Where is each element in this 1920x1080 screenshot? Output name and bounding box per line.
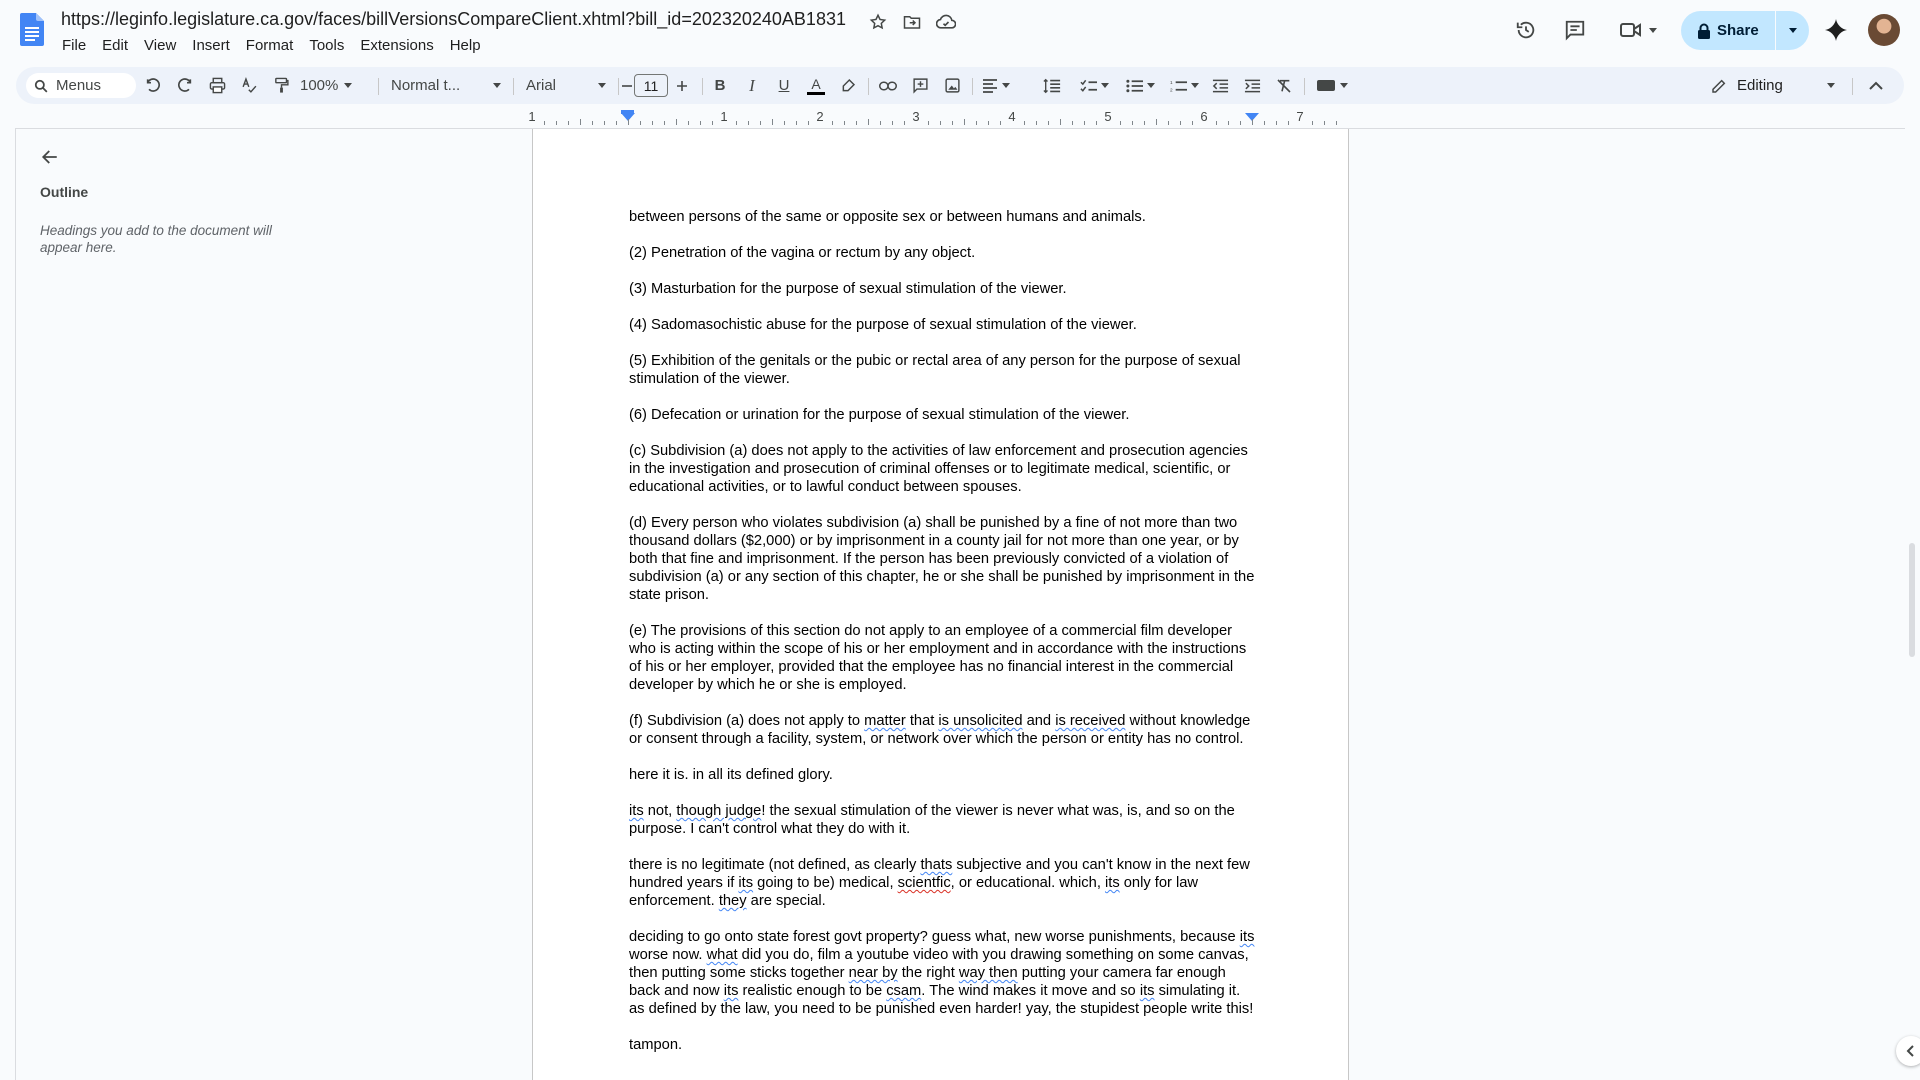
- menu-bar: [54, 35, 489, 56]
- menus-search[interactable]: [26, 73, 136, 98]
- ruler-tick: [1156, 119, 1157, 125]
- pencil-icon: [1711, 78, 1727, 94]
- ruler-tick: [1216, 121, 1217, 125]
- input-tools-icon[interactable]: [1312, 67, 1352, 104]
- ruler-tick: [1036, 121, 1037, 125]
- share-label: Share: [1717, 22, 1759, 39]
- ruler-tick: [748, 121, 749, 125]
- zoom-dropdown[interactable]: [294, 67, 372, 104]
- grammar-suggestion[interactable]: its: [1239, 929, 1255, 945]
- gemini-icon[interactable]: [1820, 14, 1852, 46]
- ruler-tick: [1336, 121, 1337, 125]
- ruler-tick: [544, 121, 545, 125]
- ruler-tick: [1276, 121, 1277, 125]
- text-color-icon[interactable]: A: [804, 67, 828, 104]
- ruler-tick: [616, 121, 617, 125]
- ruler-tick: [808, 121, 809, 125]
- menus-search-label: Menus: [56, 77, 102, 94]
- ruler-tick: [1168, 121, 1169, 125]
- horizontal-ruler[interactable]: [528, 107, 1348, 127]
- ruler-label: 2: [816, 109, 824, 124]
- paragraph[interactable]: (6) Defecation or urination for the purpose of sexual stimulation of the viewer.: [629, 407, 1130, 423]
- ruler-tick: [760, 121, 761, 125]
- paragraph[interactable]: (2) Penetration of the vagina or rectum by any object.: [629, 245, 976, 261]
- decrease-indent-icon[interactable]: [1208, 67, 1232, 104]
- move-folder-icon[interactable]: [900, 12, 924, 32]
- ruler-tick: [784, 121, 785, 125]
- cloud-saved-icon[interactable]: [934, 12, 958, 32]
- ruler-tick: [1312, 121, 1313, 125]
- ruler-tick: [1288, 121, 1289, 125]
- underline-icon[interactable]: U: [778, 77, 790, 94]
- ruler-tick: [676, 119, 677, 125]
- checklist-icon[interactable]: [1076, 67, 1112, 104]
- paragraph-style-dropdown[interactable]: [381, 67, 509, 104]
- ruler-tick: [844, 121, 845, 125]
- grammar-suggestion[interactable]: way then: [958, 965, 1018, 981]
- ruler-tick: [556, 121, 557, 125]
- user-avatar[interactable]: [1868, 14, 1900, 46]
- side-panel-chevron-left-icon[interactable]: [1896, 1036, 1920, 1066]
- paragraph[interactable]: (d) Every person who violates subdivision (a) shall be punished by a fine of not more than two thousand dollars ($2,000) or by imprisonment in a county jail for not more than one year, or by both that fine and imprisonment. If the person has been previously convicted of a violation of subdivision (a) or any section of this chapter, he or she shall be punished by imprisonment in the state prison.: [629, 515, 1255, 603]
- paragraph[interactable]: deciding to go onto state forest govt property? guess what, new worse punishments, because its worse now. what did you do, film a youtube video with you drawing something on some canvas, then putting some sticks together near by the right way then putting your camera far enough back and now its realistic enough to be csam. The wind makes it move and so its simulating it. as defined by the law, you need to be punished even harder! yay, the stupidest people write this!: [629, 929, 1255, 1017]
- close-outline-back-icon[interactable]: [38, 145, 62, 169]
- ruler-tick: [1000, 121, 1001, 125]
- bold-icon[interactable]: B: [714, 77, 726, 94]
- line-spacing-icon[interactable]: [1040, 67, 1064, 104]
- highlight-color-icon[interactable]: [836, 67, 860, 104]
- font-value: Arial: [526, 77, 557, 94]
- ruler-label: 7: [1296, 109, 1304, 124]
- paragraph-style-value: Normal t...: [391, 77, 461, 94]
- menu-view[interactable]: View: [144, 37, 177, 54]
- grammar-suggestion[interactable]: is unsolicited: [938, 713, 1023, 729]
- ruler-tick: [1024, 121, 1025, 125]
- ruler-tick: [868, 119, 869, 125]
- ruler-tick: [604, 121, 605, 125]
- increase-indent-icon[interactable]: [1240, 67, 1264, 104]
- print-icon[interactable]: [205, 67, 229, 104]
- grammar-suggestion[interactable]: its: [723, 983, 739, 999]
- spelling-error[interactable]: scientfic: [897, 875, 951, 891]
- paragraph[interactable]: here it is. in all its defined glory.: [629, 767, 833, 783]
- chevron-down-icon: [1827, 83, 1835, 88]
- meet-icon[interactable]: [1614, 14, 1662, 46]
- ruler-label: 1: [720, 109, 728, 124]
- svg-text:2: 2: [1169, 88, 1173, 93]
- paragraph[interactable]: (c) Subdivision (a) does not apply to the activities of law enforcement and prosecution agencies in the investigation and prosecution of criminal offenses or to legitimate medical, scientific, or educational activities, or to lawful conduct between spouses.: [629, 443, 1248, 495]
- chevron-down-icon: [344, 83, 352, 88]
- font-dropdown[interactable]: [516, 67, 614, 104]
- paragraph[interactable]: between persons of the same or opposite sex or between humans and animals.: [629, 209, 1146, 225]
- paragraph[interactable]: (f) Subdivision (a) does not apply to matter that is unsolicited and is received without knowledge or consent through a facility, system, or network over which the person or entity has no control.: [629, 713, 1251, 747]
- ruler-tick: [1180, 121, 1181, 125]
- ruler-tick: [1240, 121, 1241, 125]
- version-history-icon[interactable]: [1510, 14, 1542, 46]
- paint-format-icon[interactable]: [269, 67, 293, 104]
- ruler-tick: [1228, 121, 1229, 125]
- document-page[interactable]: [532, 129, 1349, 1080]
- ruler-tick: [628, 119, 629, 125]
- grammar-suggestion[interactable]: its: [1104, 875, 1120, 891]
- menu-tools[interactable]: Tools: [309, 37, 345, 54]
- ruler-tick: [928, 121, 929, 125]
- redo-icon[interactable]: [173, 67, 197, 104]
- increase-font-size-icon[interactable]: [672, 67, 692, 104]
- ruler-label: 1: [528, 109, 536, 124]
- ruler-tick: [712, 121, 713, 125]
- svg-text:1: 1: [1169, 80, 1173, 86]
- ruler-tick: [1096, 121, 1097, 125]
- ruler-tick: [1072, 121, 1073, 125]
- document-title[interactable]: https://leginfo.legislature.ca.gov/faces/billVersionsCompareClient.xhtml?bill_id=202320240AB1831: [61, 9, 846, 29]
- toolbar: [16, 67, 1904, 104]
- grammar-suggestion[interactable]: its: [629, 803, 644, 819]
- ruler-tick: [1252, 119, 1253, 125]
- spellcheck-icon[interactable]: [237, 67, 261, 104]
- zoom-value: 100%: [300, 77, 339, 94]
- ruler-tick: [856, 121, 857, 125]
- grammar-suggestion[interactable]: is received: [1055, 713, 1126, 729]
- insert-link-icon[interactable]: [876, 67, 900, 104]
- grammar-suggestion[interactable]: thats: [920, 857, 953, 873]
- ruler-tick: [580, 119, 581, 125]
- hide-menus-chevron-up-icon[interactable]: [1864, 67, 1888, 104]
- ruler-tick: [988, 121, 989, 125]
- menu-edit[interactable]: Edit: [102, 37, 129, 54]
- grammar-suggestion[interactable]: what: [706, 947, 738, 963]
- paragraph[interactable]: (3) Masturbation for the purpose of sexual stimulation of the viewer.: [629, 281, 1067, 297]
- bulleted-list-icon[interactable]: [1122, 67, 1158, 104]
- ruler-tick: [652, 121, 653, 125]
- undo-icon[interactable]: [141, 67, 165, 104]
- ruler-tick: [1132, 121, 1133, 125]
- ruler-tick: [772, 119, 773, 125]
- comments-icon[interactable]: [1559, 14, 1591, 46]
- insert-comment-icon[interactable]: [908, 67, 932, 104]
- ruler-tick: [976, 121, 977, 125]
- ruler-tick: [592, 121, 593, 125]
- font-size-input[interactable]: 11: [634, 74, 668, 97]
- star-icon[interactable]: [866, 12, 890, 32]
- search-icon: [34, 79, 48, 93]
- ruler-tick: [700, 121, 701, 125]
- paragraph[interactable]: (4) Sadomasochistic abuse for the purpose of sexual stimulation of the viewer.: [629, 317, 1137, 333]
- menu-help[interactable]: Help: [449, 37, 481, 54]
- menu-insert[interactable]: Insert: [192, 37, 230, 54]
- ruler-tick: [1324, 121, 1325, 125]
- ruler-label: 6: [1200, 109, 1208, 124]
- ruler-tick: [964, 119, 965, 125]
- lock-icon: [1697, 23, 1711, 39]
- share-button[interactable]: [1681, 11, 1809, 50]
- ruler-tick: [1264, 121, 1265, 125]
- ruler-tick: [880, 121, 881, 125]
- ruler-tick: [1120, 121, 1121, 125]
- insert-image-icon[interactable]: [940, 67, 964, 104]
- ruler-tick: [952, 121, 953, 125]
- grammar-suggestion[interactable]: matter: [864, 713, 906, 729]
- outline-empty-text: Headings you add to the document will appear here.: [40, 223, 272, 255]
- ruler-tick: [736, 121, 737, 125]
- ruler-tick: [1084, 121, 1085, 125]
- menu-extensions[interactable]: Extensions: [360, 37, 434, 54]
- grammar-suggestion[interactable]: near by: [848, 965, 898, 981]
- ruler-tick: [940, 121, 941, 125]
- ruler-tick: [832, 121, 833, 125]
- decrease-font-size-icon[interactable]: [620, 67, 634, 104]
- ruler-label: 4: [1008, 109, 1016, 124]
- paragraph[interactable]: (5) Exhibition of the genitals or the pubic or rectal area of any person for the purpose of sexual stimulation of the viewer.: [629, 353, 1241, 387]
- paragraph[interactable]: there is no legitimate (not defined, as clearly thats subjective and you can't know in the next few hundred years if its going to be) medical, scientfic, or educational. which, its only for law enforcement. they are special.: [629, 857, 1250, 909]
- ruler-tick: [1144, 121, 1145, 125]
- grammar-suggestion[interactable]: its: [738, 875, 754, 891]
- ruler-tick: [892, 121, 893, 125]
- ruler-label: 3: [912, 109, 920, 124]
- ruler-tick: [688, 121, 689, 125]
- align-dropdown-icon[interactable]: [978, 67, 1014, 104]
- ruler-tick: [904, 121, 905, 125]
- ruler-tick: [1048, 121, 1049, 125]
- grammar-suggestion[interactable]: they: [718, 893, 747, 909]
- ruler-tick: [568, 121, 569, 125]
- paragraph[interactable]: (e) The provisions of this section do not apply to an employee of a commercial film developer who is acting within the scope of his or her employment and in accordance with the instructions of his or her employer, provided that the employee has no financial interest in the commercial developer by which he or she is employed.: [629, 623, 1247, 693]
- ruler-label: 5: [1104, 109, 1112, 124]
- document-body[interactable]: [629, 208, 1259, 1072]
- google-docs-logo-icon[interactable]: [20, 13, 44, 46]
- chevron-down-icon: [598, 83, 606, 88]
- app-header: [0, 0, 1920, 60]
- outline-title: Outline: [40, 184, 89, 200]
- clear-formatting-icon[interactable]: [1272, 67, 1296, 104]
- ruler-tick: [796, 121, 797, 125]
- editing-mode-dropdown[interactable]: [1711, 67, 1835, 104]
- ruler-tick: [1060, 119, 1061, 125]
- vertical-scrollbar-thumb[interactable]: [1909, 543, 1915, 657]
- menu-file[interactable]: File: [62, 37, 87, 54]
- ruler-tick: [1192, 121, 1193, 125]
- grammar-suggestion[interactable]: though judge: [676, 803, 762, 819]
- paragraph[interactable]: its not, though judge! the sexual stimulation of the viewer is never what was, is, and so on the purpose. I can't control what they do with it.: [629, 803, 1235, 837]
- grammar-suggestion[interactable]: its: [1139, 983, 1155, 999]
- chevron-down-icon: [493, 83, 501, 88]
- ruler-tick: [640, 121, 641, 125]
- grammar-suggestion[interactable]: csam: [886, 983, 922, 999]
- editing-mode-label: Editing: [1737, 77, 1783, 94]
- paragraph[interactable]: tampon.: [629, 1037, 683, 1053]
- italic-icon[interactable]: I: [749, 75, 755, 95]
- ruler-tick: [664, 121, 665, 125]
- numbered-list-icon[interactable]: [1166, 67, 1202, 104]
- menu-format[interactable]: Format: [245, 37, 294, 54]
- share-dropdown-chevron-icon[interactable]: [1776, 28, 1809, 33]
